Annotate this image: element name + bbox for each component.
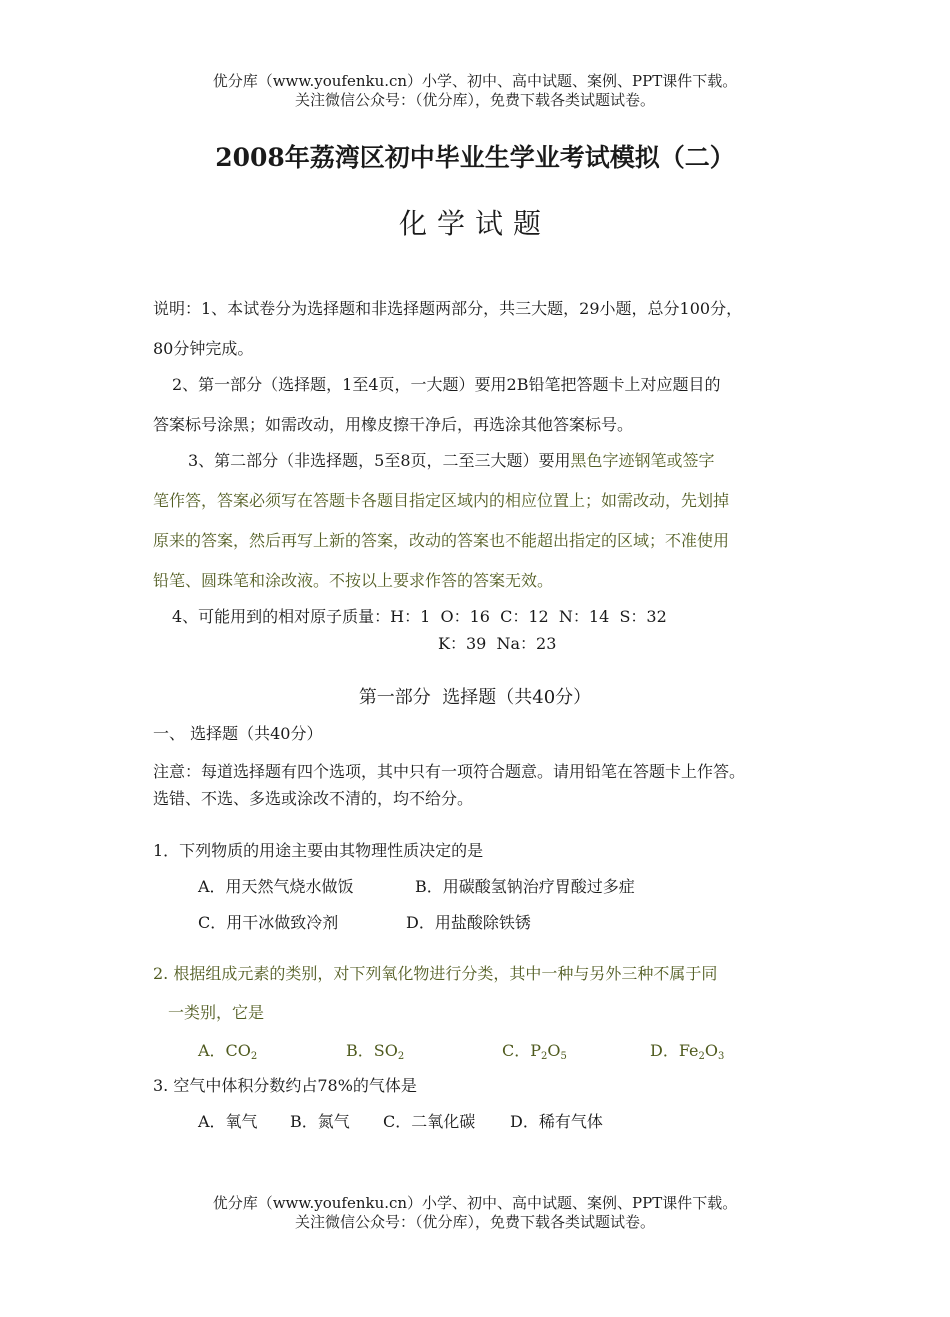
page-footer-line2: 关注微信公众号：（优分库），免费下载各类试题试卷。 [294,1213,655,1231]
question-3-option-d: D．稀有气体 [510,1112,603,1131]
question-3-option-a: A．氧气 [198,1112,258,1131]
instruction-3-line1 [188,448,715,471]
instruction-2-line2: 答案标号涂黑；如需改动，用橡皮擦干净后，再选涂其他答案标号。 [153,415,634,434]
question-1-option-a: A．用天然气烧水做饭 [198,877,354,896]
question-2-stem-line2: 一类别，它是 [168,1003,265,1022]
question-2-stem-line1: 2. 根据组成元素的类别，对下列氧化物进行分类，其中一种与另外三种不属于同 [153,964,718,983]
option-c-text: C．P [502,1041,542,1060]
question-1-option-d: D．用盐酸除铁锈 [406,913,531,932]
part1-heading: 第一部分 选择题（共40分） [358,687,592,708]
question-1-option-c: C．用干冰做致冷剂 [198,913,339,932]
instruction-4-line2: K：39 Na：23 [438,634,557,653]
question-1-option-b: B．用碳酸氢钠治疗胃酸过多症 [415,877,635,896]
question-2-option-d [650,1038,724,1062]
option-c-subscript-1: 2 [541,1051,548,1062]
instruction-4-line1: 4、可能用到的相对原子质量：H：1 O：16 C：12 N：14 S：32 [172,607,667,626]
instruction-1-line1: 说明：1、本试卷分为选择题和非选择题两部分，共三大题，29小题，总分100分， [153,299,743,318]
instruction-3-line2: 笔作答，答案必须写在答题卡各题目指定区域内的相应位置上；如需改动，先划掉 [153,491,730,510]
option-a-text: A．CO [198,1041,251,1060]
option-d-subscript-2: 3 [718,1051,725,1062]
option-b-text: B．SO [346,1041,398,1060]
section-label: 一、 选择题（共40分） [153,724,323,743]
page-header-line1: 优分库（www.youfenku.cn）小学、初中、高中试题、案例、PPT课件下载。 [212,72,738,90]
option-d-subscript-1: 2 [698,1051,705,1062]
option-b-subscript: 2 [397,1051,405,1062]
note-line1: 注意：每道选择题有四个选项，其中只有一项符合题意。请用铅笔在答题卡上作答。 [153,762,746,781]
page-header-line2: 关注微信公众号：（优分库），免费下载各类试题试卷。 [294,91,655,109]
question-2-option-b [346,1038,404,1062]
option-a-subscript: 2 [250,1051,258,1062]
exam-subject: 化学试题 [398,207,551,240]
question-2-option-c [502,1038,567,1062]
page-footer-line1: 优分库（www.youfenku.cn）小学、初中、高中试题、案例、PPT课件下载。 [212,1194,738,1212]
option-d-element: O [704,1041,719,1060]
instruction-3-line3: 原来的答案，然后再写上新的答案，改动的答案也不能超出指定的区域；不准使用 [153,531,730,550]
note-line2: 选错、不选、多选或涂改不清的，均不给分。 [153,789,474,808]
instruction-3-line1-start: 3、第二部分（非选择题，5至8页，二至三大题）要用 [188,451,571,470]
instruction-1-line2: 80分钟完成。 [153,339,254,358]
question-3-option-c: C．二氧化碳 [383,1112,476,1131]
exam-title: 2008年荔湾区初中毕业生学业考试模拟（二） [215,143,735,172]
instruction-2-line1: 2、第一部分（选择题，1至4页，一大题）要用2B铅笔把答题卡上对应题目的 [172,375,721,394]
instruction-3-line4: 铅笔、圆珠笔和涂改液。不按以上要求作答的答案无效。 [153,571,554,590]
option-c-subscript-2: 5 [560,1051,567,1062]
question-1-stem: 1．下列物质的用途主要由其物理性质决定的是 [153,841,484,860]
option-c-element: O [547,1041,561,1060]
option-d-text: D．Fe [650,1041,699,1060]
instruction-3-line1-highlight: 黑色字迹钢笔或签字 [570,451,715,470]
question-3-stem: 3. 空气中体积分数约占78%的气体是 [153,1076,417,1095]
question-2-option-a [198,1038,257,1062]
question-3-option-b: B．氮气 [290,1112,350,1131]
